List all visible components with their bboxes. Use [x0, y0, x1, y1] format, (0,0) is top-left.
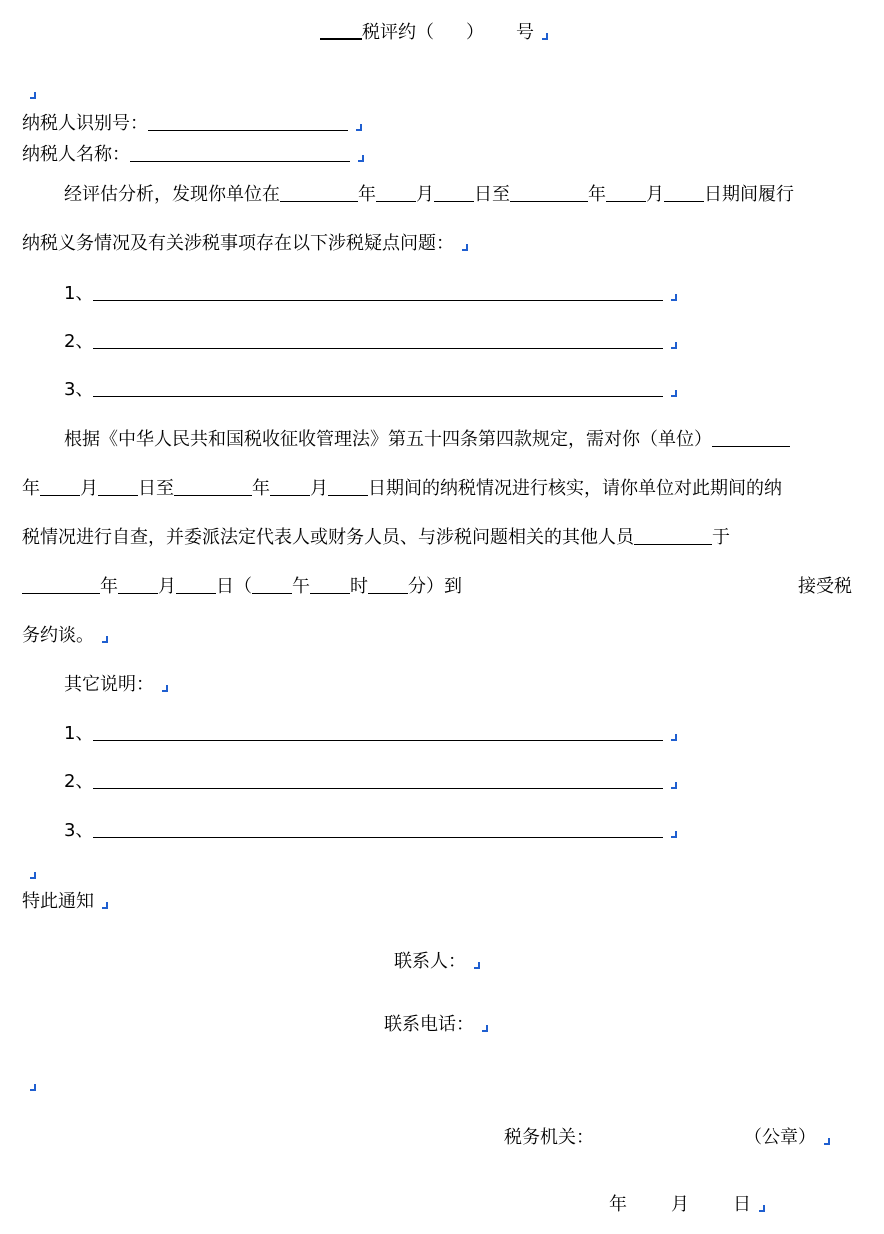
issue-field[interactable]	[93, 378, 663, 397]
interview-year-field[interactable]	[22, 575, 100, 594]
paragraph-mark-icon	[30, 92, 36, 99]
legal-basis-line3: 税情况进行自查，并委派法定代表人或财务人员、与涉税问题相关的其他人员 于	[22, 527, 730, 548]
interview-month-field[interactable]	[118, 575, 158, 594]
legal-basis-line2: 年 月 日至 年 月 日期间的纳税情况进行核实，请你单位对此期间的纳	[22, 478, 782, 499]
paragraph-mark-icon	[462, 244, 468, 251]
taxpayer-name-field[interactable]	[130, 143, 350, 162]
assessment-paragraph-line2: 纳税义务情况及有关涉税事项存在以下涉税疑点问题：	[22, 232, 468, 256]
closing-text: 特此通知	[22, 890, 108, 914]
contact-phone: 联系电话：	[384, 1013, 488, 1037]
other-note-field[interactable]	[93, 819, 663, 838]
delegate-field[interactable]	[634, 526, 712, 545]
end-year-field[interactable]	[510, 183, 588, 202]
paragraph-mark-icon	[358, 155, 364, 162]
issue-field[interactable]	[93, 282, 663, 301]
other-note-item: 3、	[64, 819, 677, 843]
document-title: 税评约（ ） 号	[320, 20, 548, 45]
paragraph-mark-icon	[671, 294, 677, 301]
assessment-paragraph-line1: 经评估分析，发现你单位在 年 月 日至 年 月 日期间履行	[64, 184, 794, 205]
verify-start-day-field[interactable]	[98, 477, 138, 496]
other-notes-label: 其它说明：	[64, 673, 168, 697]
interview-day-field[interactable]	[176, 575, 216, 594]
end-day-field[interactable]	[664, 183, 704, 202]
paragraph-mark-icon	[102, 902, 108, 909]
paragraph-mark-icon	[824, 1138, 830, 1145]
paragraph-mark-icon	[482, 1025, 488, 1032]
paragraph-mark-icon	[30, 1084, 36, 1091]
verify-end-day-field[interactable]	[328, 477, 368, 496]
paragraph-mark-icon	[474, 962, 480, 969]
paragraph-mark-icon	[356, 124, 362, 131]
paragraph-mark-icon	[102, 636, 108, 643]
contact-person: 联系人：	[394, 950, 480, 974]
title-prefix-blank[interactable]	[320, 20, 362, 40]
start-year-field[interactable]	[280, 183, 358, 202]
tax-authority-row: 税务机关： （公章）	[504, 1126, 830, 1150]
other-note-field[interactable]	[93, 722, 663, 741]
other-note-field[interactable]	[93, 770, 663, 789]
other-note-item: 2、	[64, 770, 677, 794]
paragraph-mark-icon	[162, 685, 168, 692]
interview-ampm-field[interactable]	[252, 575, 292, 594]
interview-minute-field[interactable]	[368, 575, 408, 594]
start-month-field[interactable]	[376, 183, 416, 202]
paragraph-mark-icon	[671, 342, 677, 349]
issue-field[interactable]	[93, 330, 663, 349]
verify-end-year-field[interactable]	[174, 477, 252, 496]
paragraph-mark-icon	[671, 782, 677, 789]
paragraph-mark-icon	[30, 872, 36, 879]
taxpayer-id-row: 纳税人识别号：	[22, 112, 362, 136]
taxpayer-name-row: 纳税人名称：	[22, 143, 364, 167]
paragraph-mark-icon	[671, 831, 677, 838]
paragraph-mark-icon	[671, 734, 677, 741]
signature-date-row: 年 月 日	[609, 1193, 765, 1217]
verify-start-year-field[interactable]	[712, 428, 790, 447]
paragraph-mark-icon	[542, 33, 548, 40]
legal-basis-line4: 年 月 日（ 午 时 分）到 接受税	[22, 575, 852, 599]
interview-hour-field[interactable]	[310, 575, 350, 594]
end-month-field[interactable]	[606, 183, 646, 202]
other-note-item: 1、	[64, 722, 677, 746]
issue-item: 2、	[64, 330, 677, 354]
issue-item: 3、	[64, 378, 677, 402]
legal-basis-line5: 务约谈。	[22, 624, 108, 648]
verify-start-month-field[interactable]	[40, 477, 80, 496]
verify-end-month-field[interactable]	[270, 477, 310, 496]
start-day-field[interactable]	[434, 183, 474, 202]
taxpayer-id-field[interactable]	[148, 112, 348, 131]
paragraph-mark-icon	[759, 1205, 765, 1212]
paragraph-mark-icon	[671, 390, 677, 397]
issue-item: 1、	[64, 282, 677, 306]
legal-basis-line1: 根据《中华人民共和国税收征收管理法》第五十四条第四款规定，需对你（单位）	[64, 428, 790, 452]
